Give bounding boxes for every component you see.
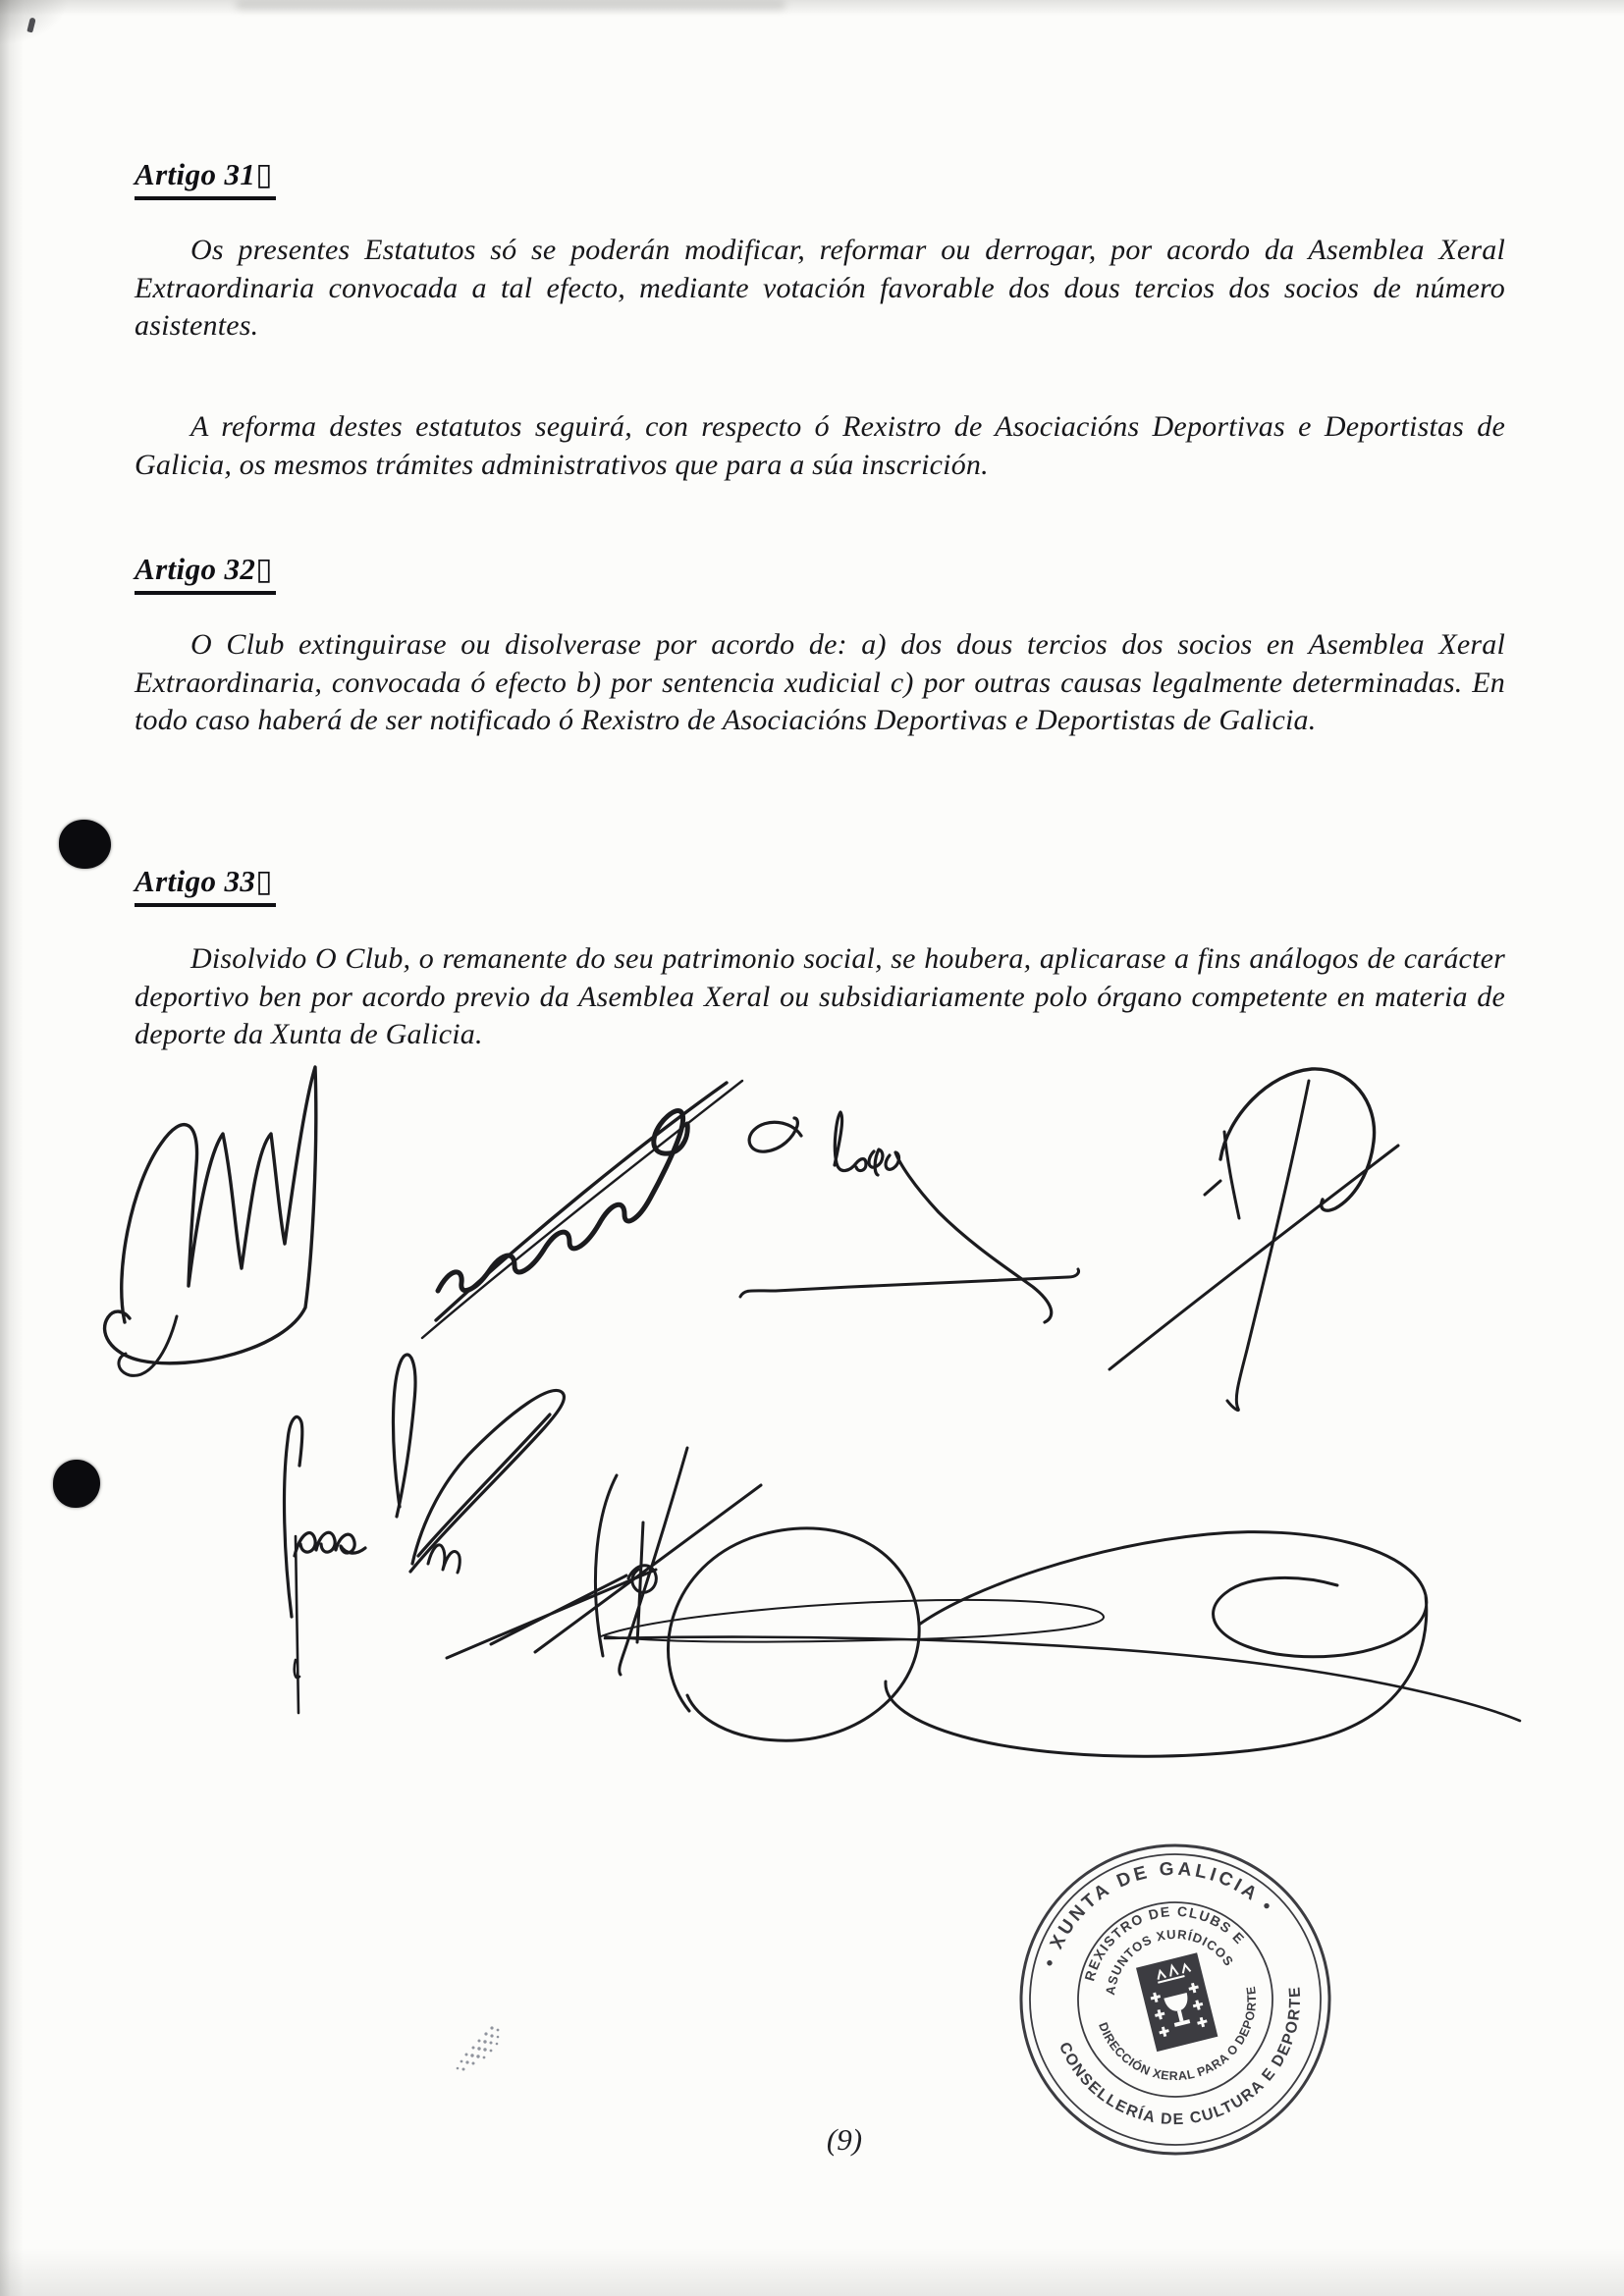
article-31-paragraph-1: Os presentes Estatutos só se poderán modificar, reformar ou derrogar, por acordo da Asemblea Xeral Extraordinaria convocada a tal efecto, mediante votación favorable dos dous tercios dos socios de número asistentes.	[135, 234, 1505, 342]
stamp-text-asuntos: ASUNTOS XURÍDICOS	[1103, 1926, 1237, 1997]
article-33-paragraph-1: Disolvido O Club, o remanente do seu patrimonio social, se houbera, aplicarase a fins análogos de carácter deportivo ben por acordo previo da Asemblea Xeral ou subsidiariamente polo órgano competente en materia de deporte da Xunta de Galicia.	[135, 942, 1505, 1050]
signature-vocal-3-leaf	[410, 1390, 564, 1572]
signature-president	[105, 1067, 316, 1363]
article-31-paragraph-2: A reforma destes estatutos seguirá, con respecto ó Rexistro de Asociacións Deportivas e Deportistas de Galicia, os mesmos trámites administrativos que para a súa inscrición.	[135, 410, 1505, 481]
stamp-text-rexistro: REXISTRO DE CLUBS E	[1081, 1902, 1249, 1983]
signature-vocal-3-cl	[393, 1355, 415, 1517]
article-33-heading-text: Artigo 33▯	[135, 864, 276, 907]
stamp-text-xunta: • XUNTA DE GALICIA •	[1039, 1858, 1278, 1970]
signature-vocal-1	[749, 1118, 801, 1151]
signature-vocal-3-n	[428, 1545, 460, 1573]
stamp-text-conselleria: CONSELLERÍA DE CULTURA E DEPORTE	[1055, 1985, 1305, 2129]
punch-hole	[59, 820, 111, 869]
official-stamp	[1008, 1833, 1342, 2166]
scan-edge-shadow-bottom	[0, 2248, 1624, 2296]
signature-vocal-3-descender	[295, 1536, 299, 1713]
signature-vocal-3	[285, 1416, 302, 1617]
signature-vocal-3-loops	[295, 1532, 365, 1556]
signature-vocal-1-name	[835, 1112, 1052, 1322]
stamp-coat-of-arms-icon	[1136, 1952, 1218, 2052]
scan-smudge-top	[236, 0, 785, 10]
signatures-layer	[0, 1026, 1624, 1811]
signature-vocal-2-dash	[1205, 1181, 1220, 1195]
page-number: (9)	[826, 2122, 863, 2157]
article-32-paragraph-1: O Club extinguirase ou disolverase por acordo de: a) dos dous tercios dos socios en Asemblea Xeral Extraordinaria, convocada ó efecto b) por sentencia xudicial c) por outras causas legalmente determinadas. En todo caso haberá de ser notificado ó Rexistro de Asociacións Deportivas e Deportistas de Galicia.	[135, 628, 1505, 736]
signature-vocal-2-stroke	[1110, 1146, 1398, 1369]
stamp-text-direccion: DIRECCIÓN XERAL PARA O DEPORTE	[1096, 1985, 1260, 2084]
article-32-heading	[135, 552, 276, 595]
signature-president-tail	[119, 1316, 177, 1375]
article-33-heading	[135, 864, 276, 907]
article-32-heading-text: Artigo 32▯	[135, 552, 276, 595]
pencil-smudge	[447, 2020, 506, 2089]
signature-secretary-underline-2	[422, 1081, 742, 1338]
article-31-heading-text: Artigo 31▯	[135, 157, 276, 200]
signature-vocal-2-short	[1224, 1132, 1239, 1218]
article-31-heading	[135, 157, 276, 200]
